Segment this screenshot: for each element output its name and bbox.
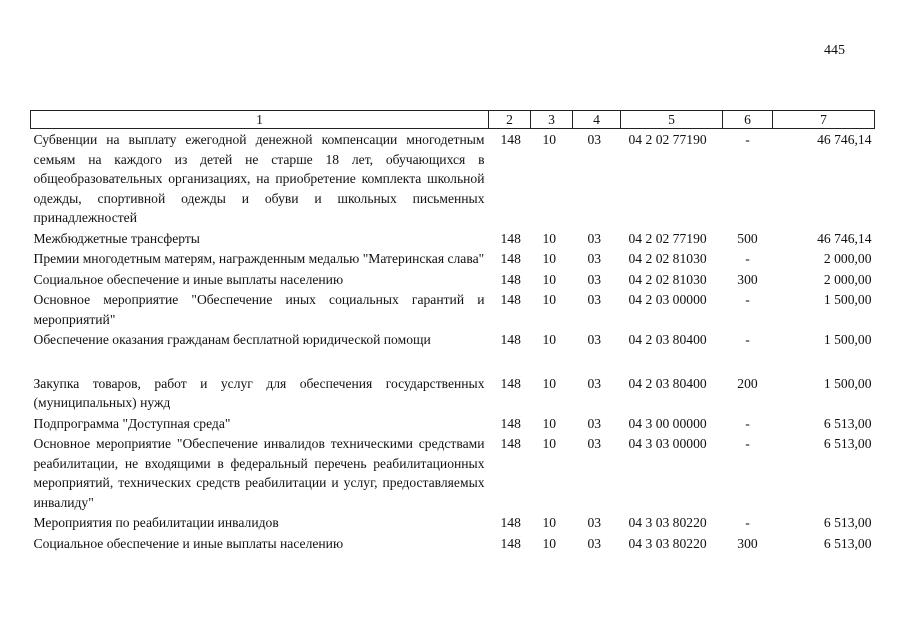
table-row — [31, 413, 875, 434]
column-header-6: 6 — [723, 111, 773, 129]
column-header-1: 1 — [31, 111, 489, 129]
row-name: Основное мероприятие "Обеспечение иных социальных гарантий и мероприятий" — [33, 292, 485, 327]
row-code-2: 148 — [500, 132, 521, 147]
header-row — [31, 111, 875, 129]
row-code-6: - — [745, 132, 750, 147]
row-name: Основное мероприятие "Обеспечение инвалидов техническими средствами реабилитации, не входящими в федеральный перечень реабилитационных мероприятий, технических средств реабилитации и услуг, предоставляемых инвалиду" — [33, 436, 485, 510]
row-code-4: 03 — [587, 515, 602, 530]
row-code-6: - — [745, 415, 750, 431]
table-row — [31, 512, 875, 533]
row-code-6: - — [745, 515, 750, 530]
page-number: 445 — [824, 43, 845, 58]
row-code-4: 03 — [587, 132, 602, 147]
row-name: Межбюджетные трансферты — [33, 230, 200, 246]
table-row — [31, 289, 875, 329]
row-code-2: 148 — [500, 230, 521, 246]
row-code-6: 500 — [737, 230, 758, 246]
table-row — [31, 533, 875, 554]
row-code-3: 10 — [542, 436, 557, 451]
spacer-cell — [31, 350, 875, 373]
row-code-6: - — [745, 292, 750, 307]
row-code-4: 03 — [587, 415, 602, 431]
row-code-4: 03 — [587, 375, 602, 391]
row-code-5: 04 2 03 00000 — [628, 292, 707, 307]
budget-table — [30, 110, 875, 553]
row-code-5: 04 2 03 80400 — [628, 375, 707, 391]
row-code-6: - — [745, 251, 750, 266]
row-code-3: 10 — [542, 132, 557, 147]
row-code-4: 03 — [587, 230, 602, 246]
row-name: Социальное обеспечение и иные выплаты населению — [33, 535, 344, 551]
row-code-2: 148 — [500, 436, 521, 451]
row-code-5: 04 3 03 80220 — [628, 515, 707, 530]
row-code-5: 04 3 03 00000 — [628, 436, 707, 451]
row-name: Обеспечение оказания гражданам бесплатной юридической помощи — [33, 332, 431, 347]
row-code-4: 03 — [587, 292, 602, 307]
row-amount: 2 000,00 — [823, 271, 872, 287]
row-code-5: 04 3 03 80220 — [628, 535, 707, 551]
table-row — [31, 228, 875, 249]
row-code-2: 148 — [500, 271, 521, 287]
row-code-4: 03 — [587, 436, 602, 451]
row-name: Премии многодетным матерям, награжденным медалью "Материнская слава" — [33, 251, 485, 266]
row-code-6: 300 — [737, 271, 758, 287]
row-code-4: 03 — [587, 535, 602, 551]
row-code-3: 10 — [542, 251, 557, 266]
row-code-5: 04 3 00 00000 — [628, 415, 707, 431]
row-code-4: 03 — [587, 332, 602, 347]
row-code-2: 148 — [500, 375, 521, 391]
row-code-2: 148 — [500, 535, 521, 551]
row-code-3: 10 — [542, 271, 557, 287]
row-code-5: 04 2 02 81030 — [628, 271, 707, 287]
row-amount: 2 000,00 — [823, 251, 872, 266]
row-code-6: 200 — [737, 375, 758, 391]
row-code-5: 04 2 02 77190 — [628, 230, 707, 246]
row-amount: 1 500,00 — [823, 375, 872, 391]
row-code-2: 148 — [500, 251, 521, 266]
row-code-2: 148 — [500, 292, 521, 307]
row-code-5: 04 2 02 81030 — [628, 251, 707, 266]
row-code-2: 148 — [500, 515, 521, 530]
row-amount: 46 746,14 — [817, 132, 872, 147]
table-row — [31, 269, 875, 290]
row-code-6: - — [745, 436, 750, 451]
row-code-3: 10 — [542, 535, 557, 551]
row-code-5: 04 2 02 77190 — [628, 132, 707, 147]
row-code-3: 10 — [542, 292, 557, 307]
row-name: Социальное обеспечение и иные выплаты населению — [33, 271, 344, 287]
row-code-3: 10 — [542, 375, 557, 391]
column-header-4: 4 — [573, 111, 621, 129]
row-amount: 46 746,14 — [817, 230, 872, 246]
row-code-4: 03 — [587, 271, 602, 287]
column-header-3: 3 — [531, 111, 573, 129]
row-code-4: 03 — [587, 251, 602, 266]
row-amount: 1 500,00 — [823, 332, 872, 347]
table-row — [31, 248, 875, 269]
row-code-6: 300 — [737, 535, 758, 551]
row-amount: 1 500,00 — [823, 292, 872, 307]
table-row — [31, 129, 875, 228]
row-name: Субвенции на выплату ежегодной денежной компенсации многодетным семьям на каждого из детей не старше 18 лет, обучающихся в общеобразовательных организациях, на приобретение комплекта школьной одежды, спортивной одежды и обуви и школьных письменных принадлежностей — [33, 132, 485, 225]
row-code-2: 148 — [500, 332, 521, 347]
row-amount: 6 513,00 — [823, 436, 872, 451]
row-code-2: 148 — [500, 415, 521, 431]
row-name: Подпрограмма "Доступная среда" — [33, 415, 231, 431]
column-header-5: 5 — [621, 111, 723, 129]
row-code-3: 10 — [542, 332, 557, 347]
row-amount: 6 513,00 — [823, 515, 872, 530]
row-amount: 6 513,00 — [823, 415, 872, 431]
row-code-6: - — [745, 332, 750, 347]
column-header-7: 7 — [773, 111, 875, 129]
row-amount: 6 513,00 — [823, 535, 872, 551]
row-code-3: 10 — [542, 515, 557, 530]
row-name: Мероприятия по реабилитации инвалидов — [33, 515, 279, 530]
row-code-3: 10 — [542, 415, 557, 431]
table-row — [31, 329, 875, 350]
row-name: Закупка товаров, работ и услуг для обеспечения государственных (муниципальных) нужд — [33, 375, 485, 410]
table-row — [31, 433, 875, 512]
row-code-3: 10 — [542, 230, 557, 246]
table-row — [31, 373, 875, 413]
row-code-5: 04 2 03 80400 — [628, 332, 707, 347]
column-header-2: 2 — [489, 111, 531, 129]
spacer-row — [31, 350, 875, 373]
